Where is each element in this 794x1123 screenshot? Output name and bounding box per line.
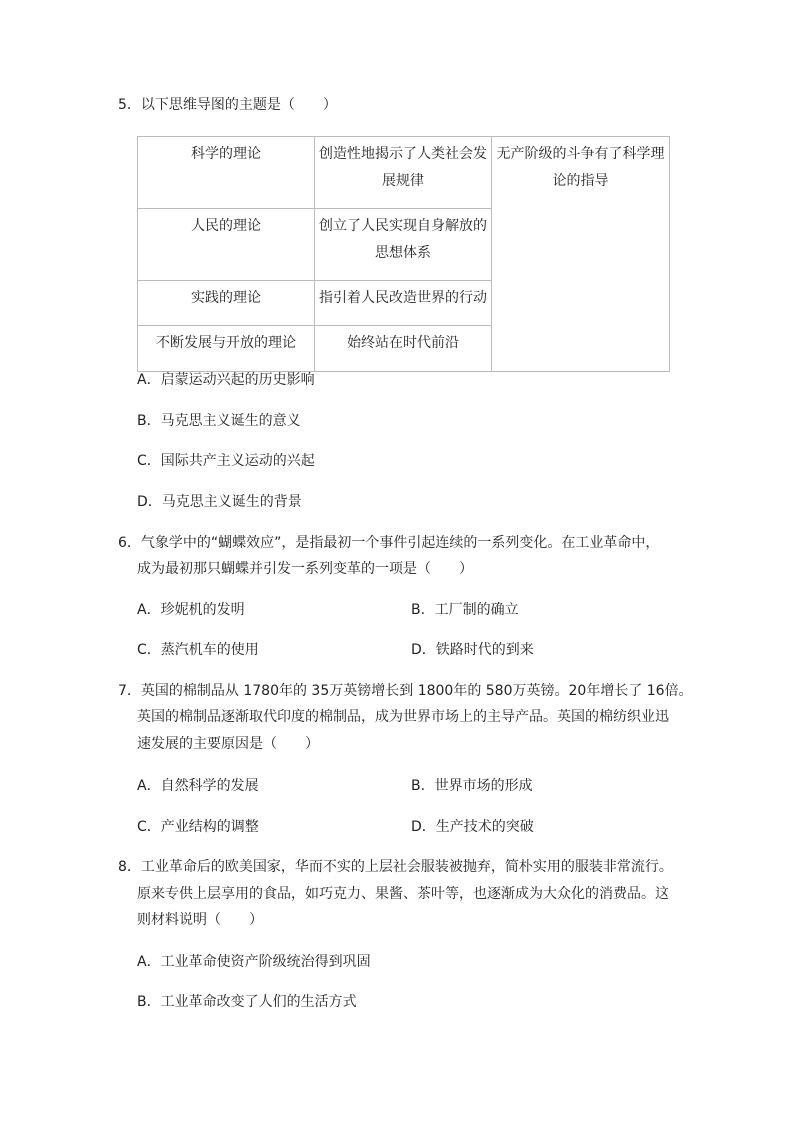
table-cell-desc-4: 始终站在时代前沿 <box>315 326 492 372</box>
table-cell-conclusion: 无产阶级的斗争有了科学理论的指导 <box>492 137 670 372</box>
q5-option-a[interactable]: A．启蒙运动兴起的历史影响 <box>137 372 315 388</box>
q6-option-a[interactable]: A．珍妮机的发明 <box>137 602 245 618</box>
q7-option-a[interactable]: A．自然科学的发展 <box>137 778 259 794</box>
table-cell-desc-1: 创造性地揭示了人类社会发展规律 <box>315 137 492 209</box>
question-6-stem-line-2: 成为最初那只蝴蝶并引发一系列变革的一项是（ ） <box>137 561 473 577</box>
question-8-stem-line-3: 则材料说明（ ） <box>137 912 263 928</box>
q7-option-d[interactable]: D．生产技术的突破 <box>411 819 534 835</box>
mind-map-table <box>137 136 670 372</box>
question-8-stem-line-1: 8．工业革命后的欧美国家，华而不实的上层社会服装被抛弃，简朴实用的服装非常流行。 <box>118 859 673 875</box>
q8-option-a[interactable]: A．工业革命使资产阶级统治得到巩固 <box>137 954 371 970</box>
question-8-stem-line-2: 原来专供上层享用的食品，如巧克力、果酱、茶叶等，也逐渐成为大众化的消费品。这 <box>137 886 669 902</box>
q7-option-b[interactable]: B．世界市场的形成 <box>411 778 533 794</box>
q6-option-b[interactable]: B．工厂制的确立 <box>411 602 519 618</box>
q6-option-c[interactable]: C．蒸汽机车的使用 <box>137 642 259 658</box>
table-cell-theory-2: 人民的理论 <box>138 209 315 281</box>
question-7-stem-line-3: 速发展的主要原因是（ ） <box>137 736 319 752</box>
table-cell-desc-2: 创立了人民实现自身解放的思想体系 <box>315 209 492 281</box>
question-5-stem: 5．以下思维导图的主题是（ ） <box>118 97 337 113</box>
q7-option-c[interactable]: C．产业结构的调整 <box>137 819 259 835</box>
question-7-stem-line-2: 英国的棉制品逐渐取代印度的棉制品，成为世界市场上的主导产品。英国的棉纺织业迅 <box>137 709 669 725</box>
table-cell-theory-4: 不断发展与开放的理论 <box>138 326 315 372</box>
question-6-stem-line-1: 6．气象学中的“蝴蝶效应”，是指最初一个事件引起连续的一系列变化。在工业革命中， <box>118 535 660 551</box>
question-7-stem-line-1: 7．英国的棉制品从 1780年的 35万英镑增长到 1800年的 580万英镑。20年增长了 16倍。 <box>118 683 693 699</box>
q5-option-b[interactable]: B．马克思主义诞生的意义 <box>137 413 301 429</box>
q5-option-c[interactable]: C．国际共产主义运动的兴起 <box>137 453 315 469</box>
q6-option-d[interactable]: D．铁路时代的到来 <box>411 642 534 658</box>
q5-option-d[interactable]: D．马克思主义诞生的背景 <box>137 494 302 510</box>
table-cell-theory-1: 科学的理论 <box>138 137 315 209</box>
table-cell-theory-3: 实践的理论 <box>138 281 315 326</box>
table-cell-desc-3: 指引着人民改造世界的行动 <box>315 281 492 326</box>
q8-option-b[interactable]: B．工业革命改变了人们的生活方式 <box>137 994 357 1010</box>
